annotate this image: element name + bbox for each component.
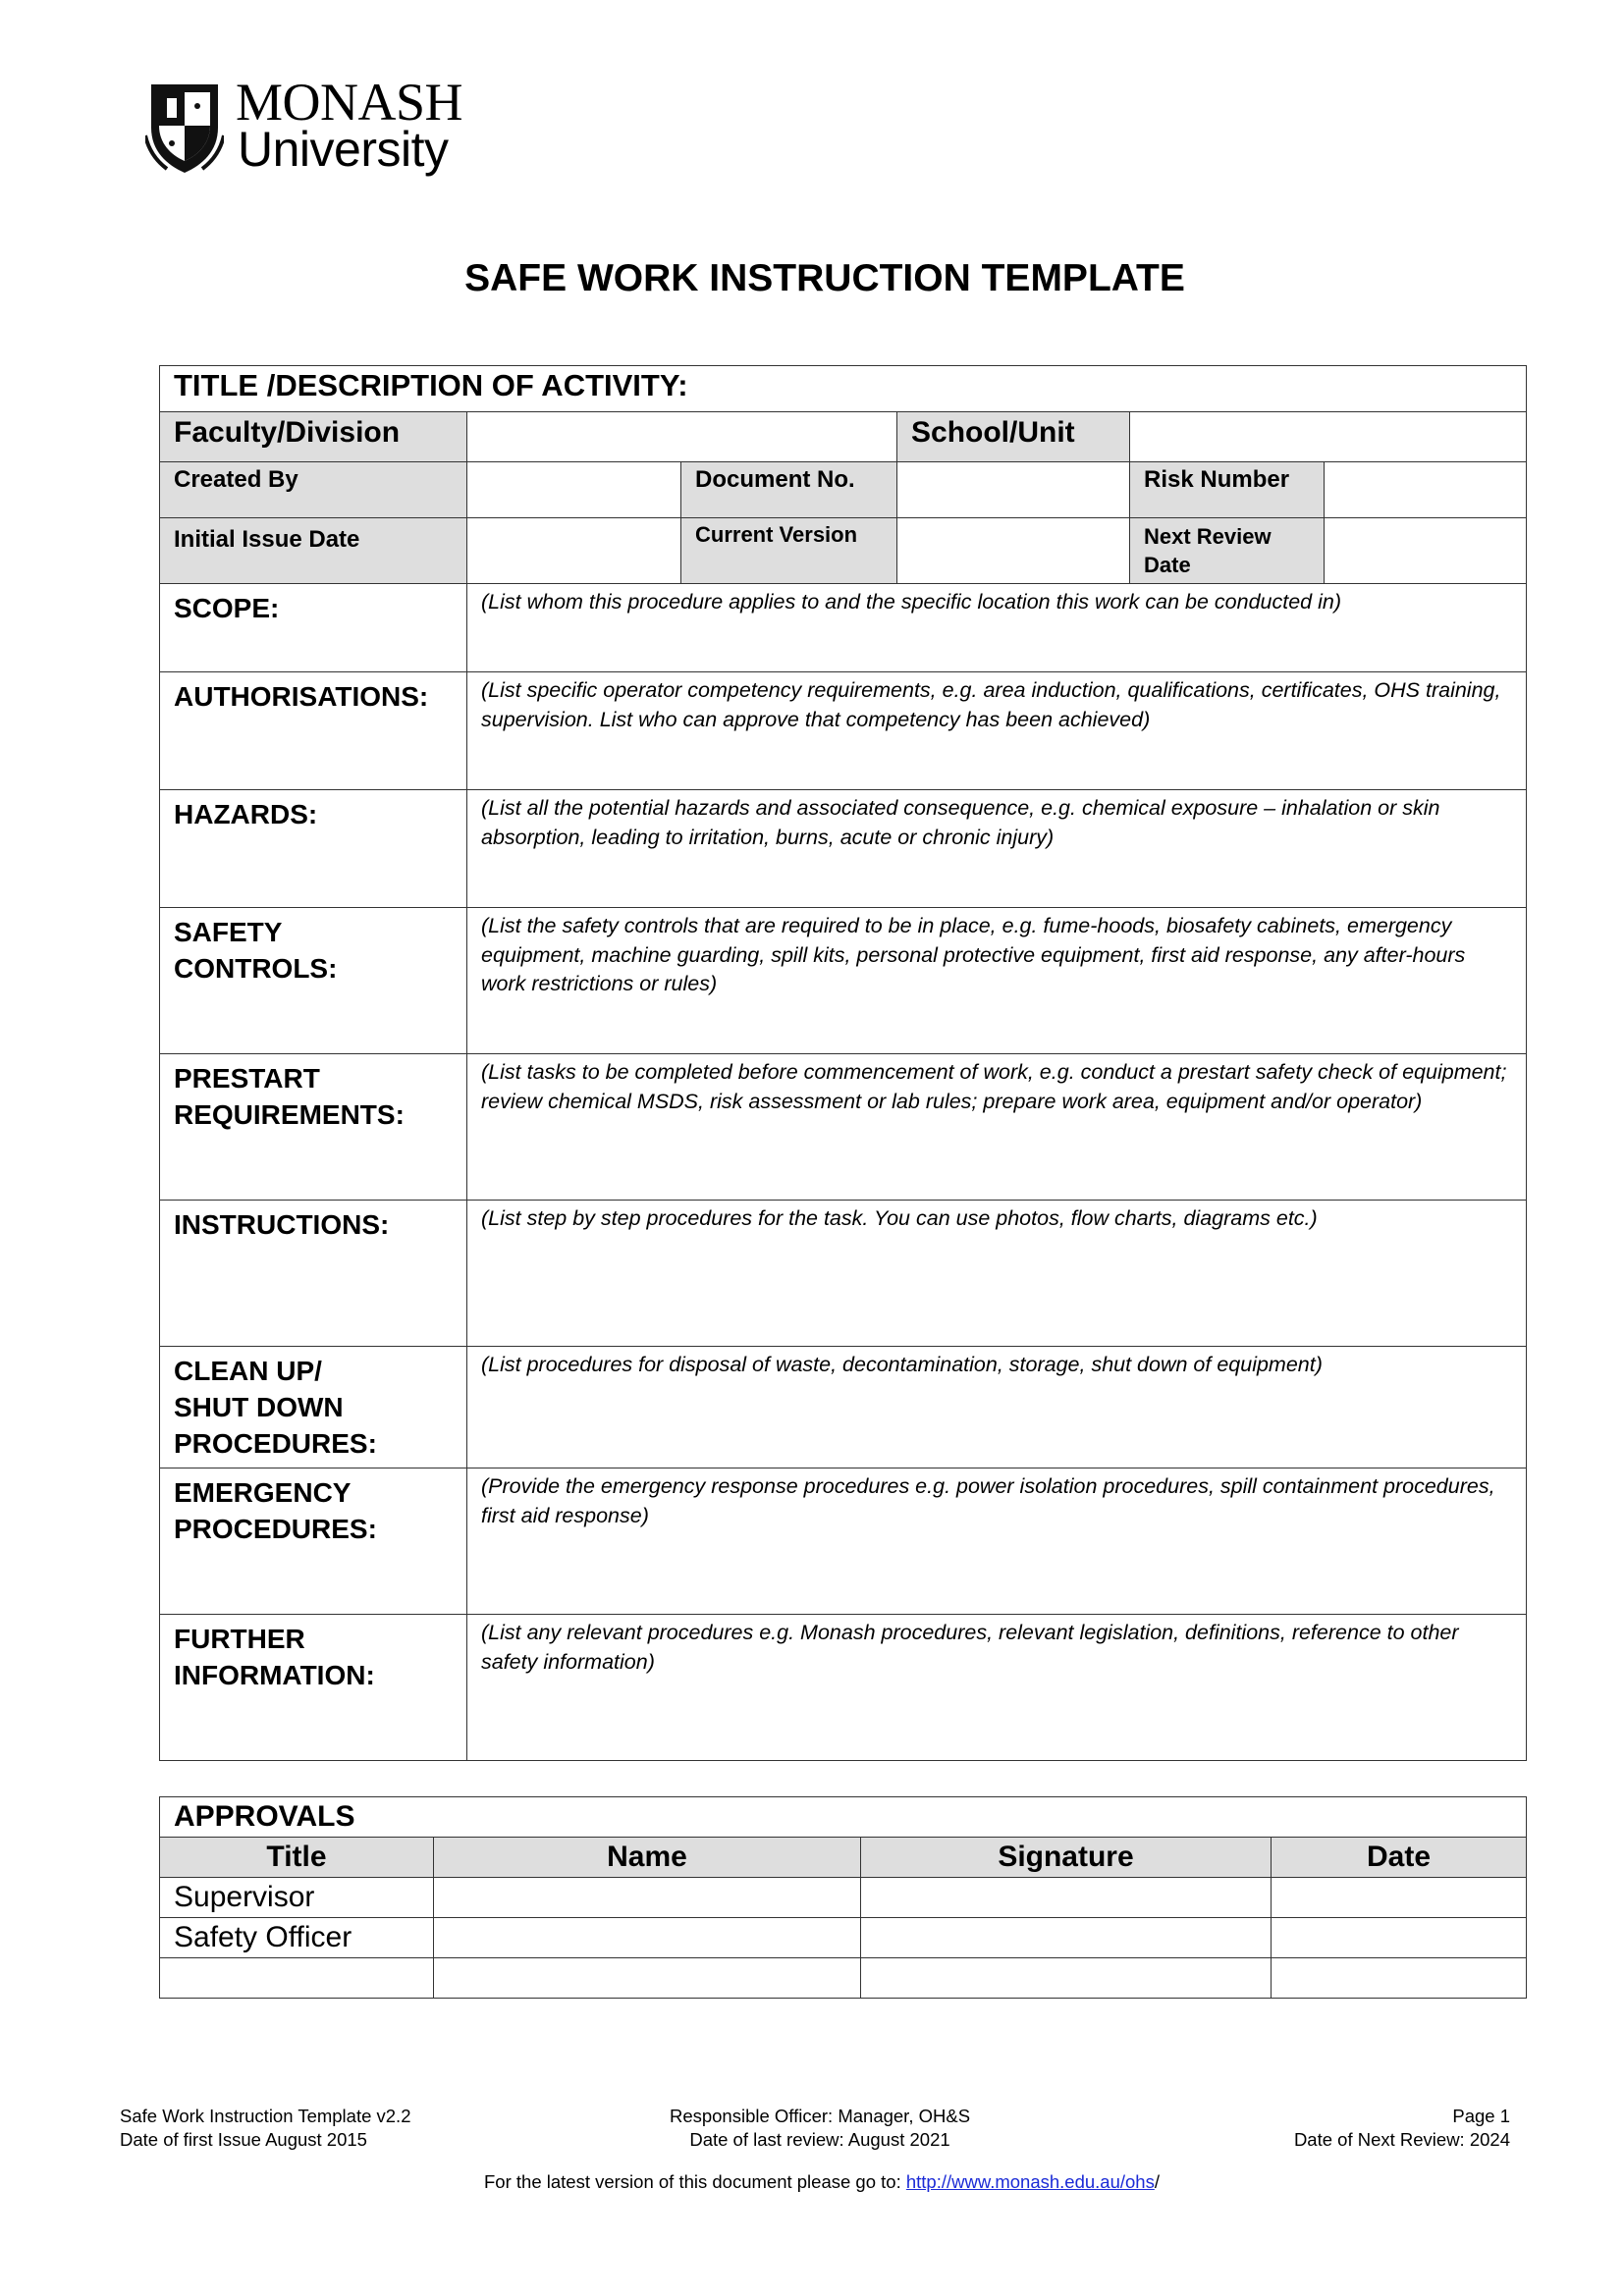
emergency-procedures-field[interactable]: (Provide the emergency response procedures e.g. power isolation procedures, spill containment procedures, first aid response) [467,1468,1527,1615]
initial-issue-date-label: Initial Issue Date [160,518,467,584]
created-by-label: Created By [160,462,467,518]
scope-label: SCOPE: [160,584,467,672]
approval-row [160,1878,1527,1918]
logo-line-1: MONASH [236,73,463,132]
approval-role: Safety Officer [160,1918,434,1958]
ohs-link[interactable]: http://www.monash.edu.au/ohs [905,2171,1155,2192]
safety-controls-field[interactable]: (List the safety controls that are required to be in place, e.g. fume-hoods, biosafety cabinets, emergency equipment, machine guarding, spill kits, personal protective equipment, first aid response, any after-hours work restrictions or rules) [467,908,1527,1054]
monash-crest-icon [145,77,224,175]
approval-name-field[interactable] [434,1878,861,1918]
created-by-field[interactable] [467,462,681,518]
footer-next-review: Date of Next Review: 2024 [1293,2129,1510,2150]
further-information-label: FURTHER INFORMATION: [160,1615,467,1761]
approvals-title: APPROVALS [160,1797,1527,1838]
faculty-label: Faculty/Division [160,412,467,462]
document-no-field[interactable] [897,462,1130,518]
clean-up-field[interactable]: (List procedures for disposal of waste, decontamination, storage, shut down of equipment) [467,1347,1527,1468]
faculty-field[interactable] [467,412,897,462]
footer-first-issue: Date of first Issue August 2015 [120,2129,367,2150]
authorisations-label: AUTHORISATIONS: [160,672,467,790]
prestart-requirements-label: PRESTART REQUIREMENTS: [160,1054,467,1201]
footer-link-suffix: / [1154,2171,1160,2192]
swi-form-table [159,365,1527,1761]
prestart-requirements-field[interactable]: (List tasks to be completed before commencement of work, e.g. conduct a prestart safety check of equipment; review chemical MSDS, risk assessment or lab rules; prepare work area, equipment and/or operator) [467,1054,1527,1201]
next-review-date-label: Next Review Date [1130,518,1325,584]
document-no-label: Document No. [681,462,897,518]
title-description-label: TITLE /DESCRIPTION OF ACTIVITY: [160,366,1527,412]
school-label: School/Unit [897,412,1130,462]
approval-name-field[interactable] [434,1958,861,1999]
approval-date-field[interactable] [1272,1878,1527,1918]
approvals-col-title: Title [160,1838,434,1878]
approvals-col-date: Date [1272,1838,1527,1878]
document-title: SAFE WORK INSTRUCTION TEMPLATE [464,257,1185,299]
approval-date-field[interactable] [1272,1918,1527,1958]
emergency-procedures-label: EMERGENCY PROCEDURES: [160,1468,467,1615]
approval-name-field[interactable] [434,1918,861,1958]
hazards-label: HAZARDS: [160,790,467,908]
authorisations-field[interactable]: (List specific operator competency requirements, e.g. area induction, qualifications, certificates, OHS training, supervision. List who can approve that competency has been achieved) [467,672,1527,790]
instructions-field[interactable]: (List step by step procedures for the task. You can use photos, flow charts, diagrams etc.) [467,1201,1527,1347]
school-field[interactable] [1130,412,1527,462]
current-version-label: Current Version [681,518,897,584]
approval-signature-field[interactable] [861,1878,1272,1918]
current-version-field[interactable] [897,518,1130,584]
clean-up-label: CLEAN UP/ SHUT DOWN PROCEDURES: [160,1347,467,1468]
footer-right [1178,2105,1510,2152]
hazards-field[interactable]: (List all the potential hazards and associated consequence, e.g. chemical exposure – inhalation or skin absorption, leading to irritation, burns, acute or chronic injury) [467,790,1527,908]
approval-role-field[interactable] [160,1958,434,1999]
instructions-label: INSTRUCTIONS: [160,1201,467,1347]
approval-role: Supervisor [160,1878,434,1918]
footer-template-version: Safe Work Instruction Template v2.2 [120,2106,411,2126]
initial-issue-date-field[interactable] [467,518,681,584]
footer-last-review: Date of last review: August 2021 [689,2129,950,2150]
next-review-date-field[interactable] [1325,518,1527,584]
footer-responsible-officer: Responsible Officer: Manager, OH&S [669,2106,971,2126]
risk-number-label: Risk Number [1130,462,1325,518]
footer-latest-version-text: For the latest version of this document please go to: [484,2171,906,2192]
approval-row [160,1958,1527,1999]
approvals-col-signature: Signature [861,1838,1272,1878]
approvals-table [159,1796,1527,1999]
further-information-field[interactable]: (List any relevant procedures e.g. Monash procedures, relevant legislation, definitions, reference to other safety information) [467,1615,1527,1761]
safety-controls-label: SAFETY CONTROLS: [160,908,467,1054]
approval-signature-field[interactable] [861,1958,1272,1999]
footer-page-number: Page 1 [1452,2106,1510,2126]
scope-field[interactable]: (List whom this procedure applies to and the specific location this work can be conducted in) [467,584,1527,672]
monash-logo [145,73,469,181]
approvals-col-name: Name [434,1838,861,1878]
footer-latest-version [0,2171,1624,2193]
footer-left [120,2105,411,2152]
approval-row [160,1918,1527,1958]
footer-middle [550,2105,1090,2152]
risk-number-field[interactable] [1325,462,1527,518]
logo-line-2: University [238,122,449,177]
approval-date-field[interactable] [1272,1958,1527,1999]
approval-signature-field[interactable] [861,1918,1272,1958]
